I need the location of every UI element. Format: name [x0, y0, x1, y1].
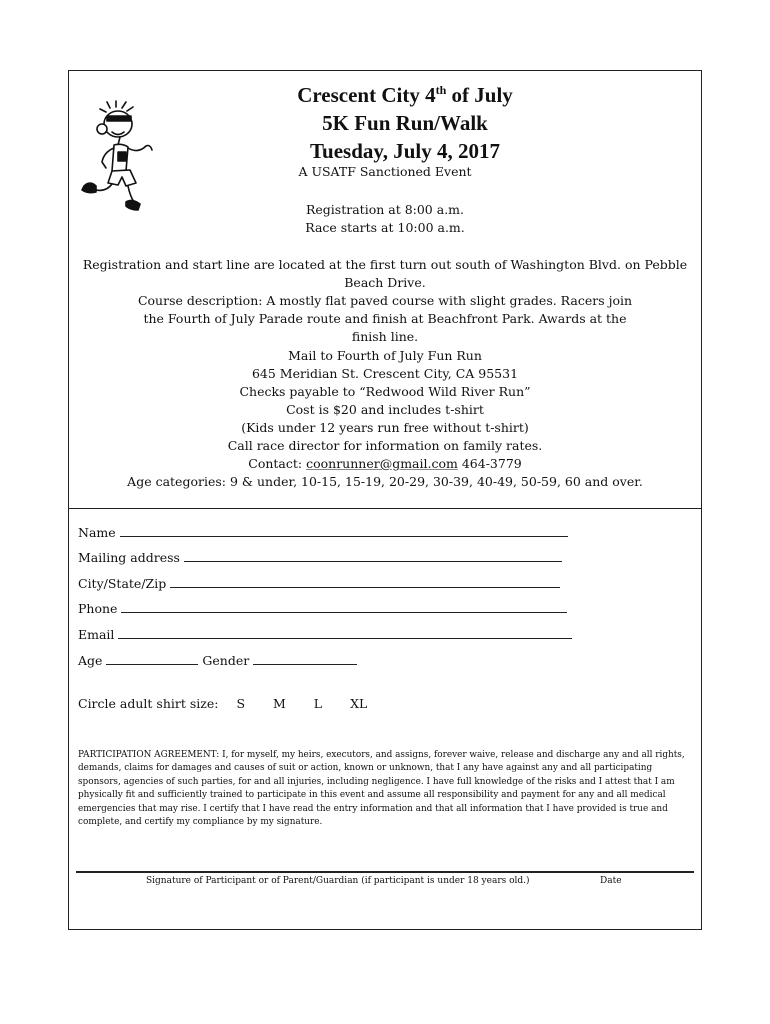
- date-label: Date: [600, 876, 622, 886]
- age-categories: Age categories: 9 & under, 10-15, 15-19, 20-29, 30-39, 40-49, 50-59, 60 and over.: [127, 474, 643, 489]
- participation-agreement: PARTICIPATION AGREEMENT: I, for myself, my heirs, executors, and assigns, forever waive, release and discharge any and all rights, demands, claims for damages and causes of suit or action, known or unknown, that I any have against any and all participating sponsors, agencies of such parties, for and all injuries, including negligence. I have full knowledge of the risks and I attest that I am physically fit and sufficiently trained to participate in this event and assume all responsibility and payment for any and all medical emergencies that may rise. I certify that I have read the entry information and that all information that I have provided is true and complete, and certify my compliance by my signature.: [78, 750, 685, 828]
- shirt-size-row: [78, 696, 367, 711]
- cost: Cost is $20 and includes t-shirt: [286, 402, 484, 417]
- registration-site: Registration and start line are located at the first turn out south of Washington Blvd. on Pebble Beach Drive.: [82, 257, 688, 290]
- gender-field[interactable]: [253, 652, 357, 665]
- age-field[interactable]: [106, 652, 198, 665]
- city-state-zip-field[interactable]: [170, 575, 560, 588]
- kids-note: (Kids under 12 years run free without t-shirt): [241, 420, 529, 435]
- name-field[interactable]: [120, 524, 568, 537]
- event-title-line1: Crescent City 4th of July: [297, 83, 513, 107]
- name-row: Name: [78, 524, 568, 540]
- mail-address: 645 Meridian St. Crescent City, CA 95531: [251, 366, 519, 381]
- location-info: [68, 256, 702, 346]
- sanction-note: A USATF Sanctioned Event: [298, 164, 472, 179]
- contact: Contact: coonrunner@gmail.com 464-3779: [248, 456, 522, 471]
- mailing-address-row: Mailing address: [78, 549, 562, 565]
- age-gender-row: Age Gender: [78, 652, 357, 668]
- event-times: [68, 201, 702, 237]
- mail-to: Mail to Fourth of July Fun Run: [288, 348, 482, 363]
- shirt-size-label: Circle adult shirt size:: [78, 696, 219, 711]
- form-divider: [68, 508, 702, 509]
- registration-time: Registration at 8:00 a.m.: [306, 202, 464, 217]
- course-description: Course description: A mostly flat paved course with slight grades. Racers join the Fourth of July Parade route and finish at Beachfront Park. Awards at the finish line.: [137, 293, 633, 344]
- checks-payable: Checks payable to “Redwood Wild River Run”: [239, 384, 531, 399]
- shirt-size-xl[interactable]: XL: [350, 696, 368, 711]
- signature-label: Signature of Participant or of Parent/Guardian (if participant is under 18 years old.): [146, 876, 530, 886]
- contact-email-link[interactable]: coonrunner@gmail.com: [306, 456, 458, 471]
- shirt-size-l[interactable]: L: [313, 696, 323, 711]
- runner-cartoon-icon: [74, 100, 158, 214]
- phone-row: Phone: [78, 600, 567, 616]
- email-field[interactable]: [118, 626, 572, 639]
- mail-info: [68, 347, 702, 491]
- event-title-line2: 5K Fun Run/Walk: [322, 111, 488, 135]
- event-date: Tuesday, July 4, 2017: [309, 139, 501, 163]
- shirt-size-s[interactable]: S: [236, 696, 246, 711]
- mailing-address-field[interactable]: [184, 549, 562, 562]
- race-start-time: Race starts at 10:00 a.m.: [305, 220, 465, 235]
- email-row: Email: [78, 626, 572, 642]
- shirt-size-m[interactable]: M: [273, 696, 286, 711]
- family-rates: Call race director for information on family rates.: [227, 438, 543, 453]
- signature-line[interactable]: [76, 871, 694, 873]
- phone-field[interactable]: [121, 600, 567, 613]
- city-state-zip-row: City/State/Zip: [78, 575, 560, 591]
